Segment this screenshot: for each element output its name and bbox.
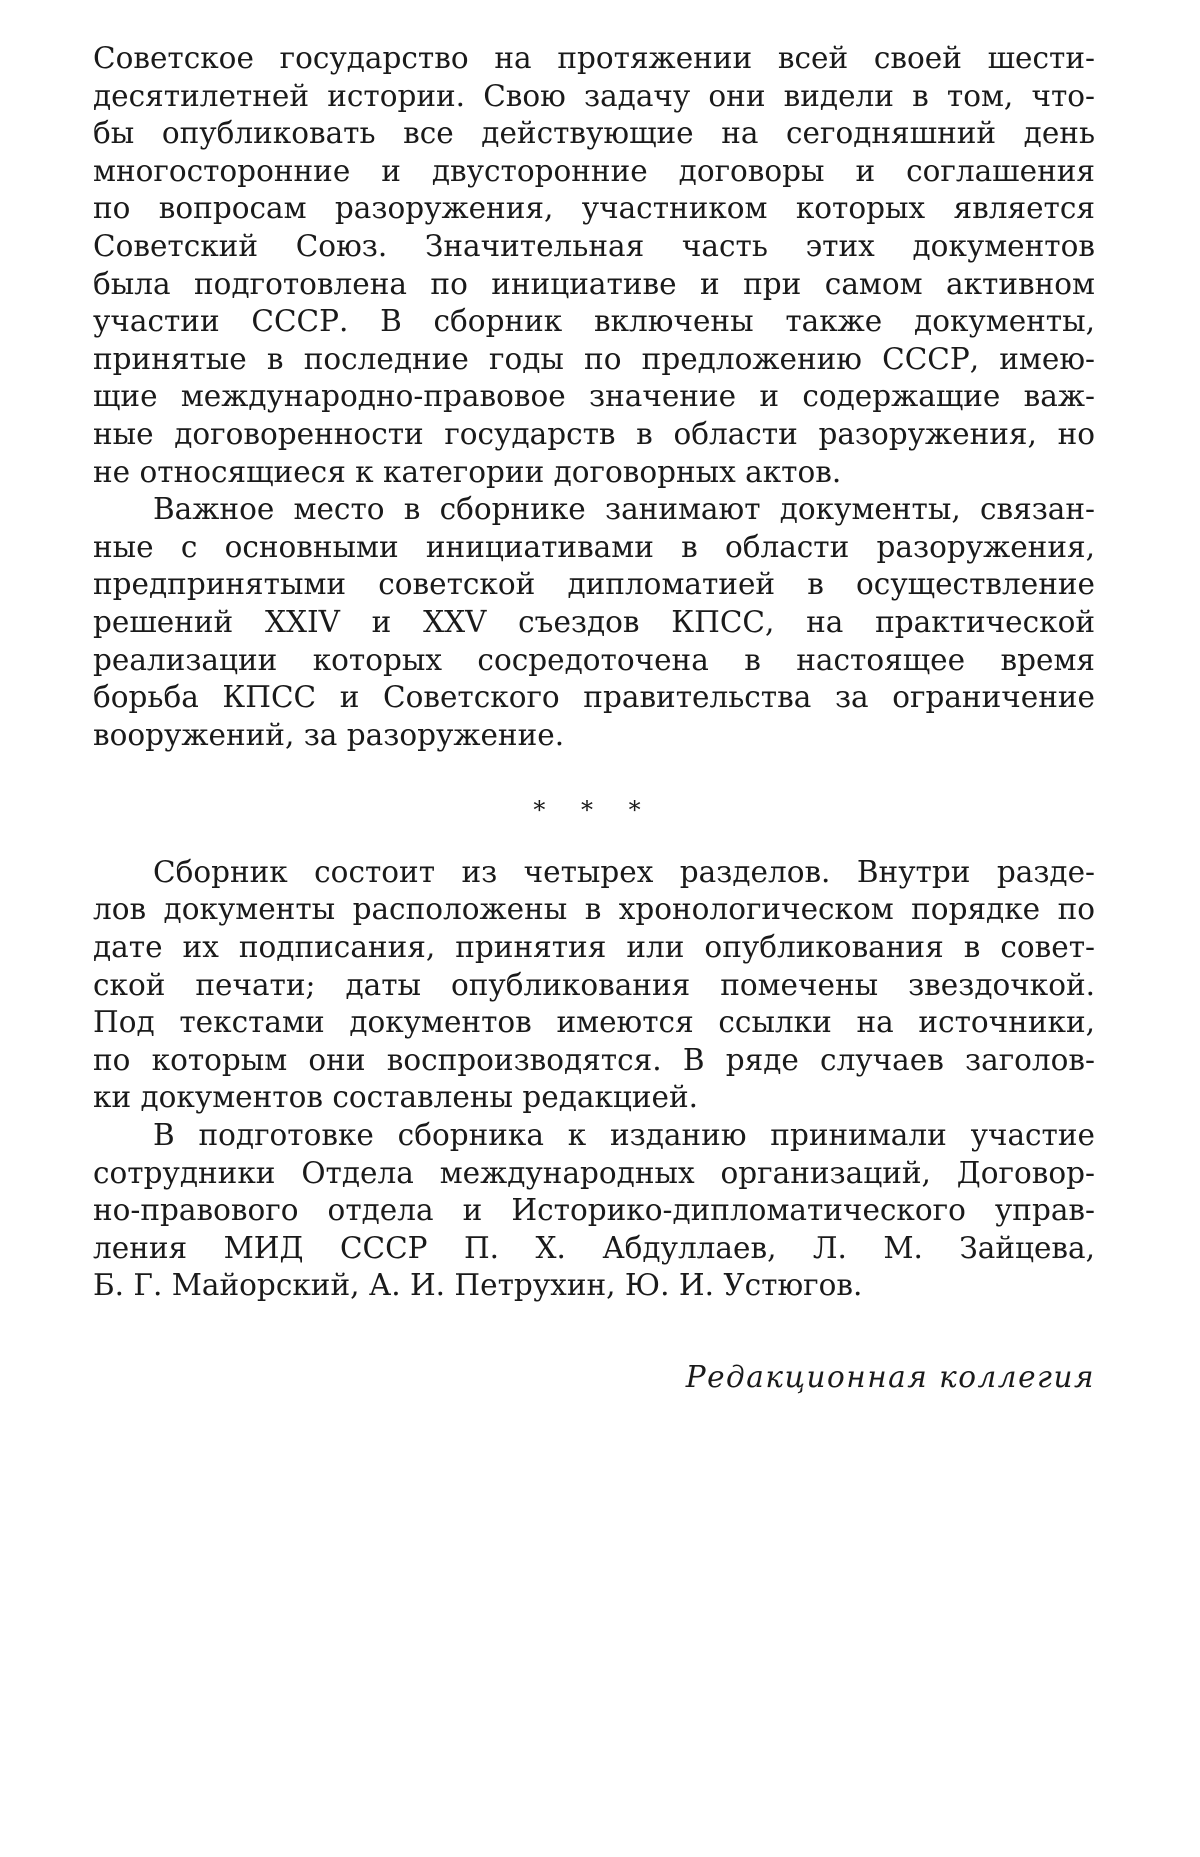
- text-line: Под текстами документов имеются ссылки на источники,: [93, 1005, 1095, 1040]
- text-line: по которым они воспроизводятся. В ряде случаев заголов-: [93, 1042, 1095, 1077]
- text-line: Сборник состоит из четырех разделов. Внутри разде-: [153, 854, 1095, 889]
- editorial-board-signature: Редакционная коллегия: [685, 1360, 1095, 1394]
- paragraph-important-place: [93, 491, 1095, 754]
- text-line: бы опубликовать все действующие на сегодняшний день: [93, 116, 1095, 151]
- text-line: Советское государство на протяжении всей своей шести-: [93, 41, 1095, 75]
- text-line: предпринятыми советской дипломатией в осуществление: [93, 567, 1095, 602]
- text-line: ской печати; даты опубликования помечены звездочкой.: [93, 967, 1095, 1002]
- text-line: сотрудники Отдела международных организаций, Договор-: [93, 1155, 1095, 1190]
- text-line: борьба КПСС и Советского правительства за ограничение: [93, 680, 1095, 715]
- text-line: реализации которых сосредоточена в настоящее время: [93, 642, 1095, 677]
- text-line: дате их подписания, принятия или опубликования в совет-: [93, 930, 1095, 965]
- text-line: лов документы расположены в хронологическом порядке по: [93, 892, 1095, 927]
- text-line: Важное место в сборнике занимают документы, связан-: [153, 492, 1095, 527]
- text-line: Б. Г. Майорский, А. И. Петрухин, Ю. И. Устюгов.: [93, 1268, 863, 1303]
- paragraph-continuation: [93, 40, 1095, 491]
- text-line: по вопросам разоружения, участником которых является: [93, 191, 1095, 226]
- paragraph-contributors: [93, 1117, 1095, 1305]
- text-line: была подготовлена по инициативе и при самом активном: [93, 266, 1095, 301]
- document-page: [93, 40, 1095, 1397]
- text-line: ные с основными инициативами в области разоружения,: [93, 529, 1095, 564]
- text-line: В подготовке сборника к изданию принимали участие: [153, 1118, 1095, 1153]
- text-line: ки документов составлены редакцией.: [93, 1080, 699, 1115]
- text-line: Советский Союз. Значительная часть этих документов: [93, 228, 1095, 263]
- text-line: многосторонние и двусторонние договоры и соглашения: [93, 153, 1095, 188]
- text-line: щие международно-правовое значение и содержащие важ-: [93, 379, 1095, 414]
- text-line: не относящиеся к категории договорных актов.: [93, 454, 842, 489]
- text-line: ные договоренности государств в области разоружения, но: [93, 416, 1095, 451]
- text-line: принятые в последние годы по предложению СССР, имею-: [93, 341, 1095, 376]
- text-line: но-правового отдела и Историко-дипломатического управ-: [93, 1193, 1095, 1228]
- text-line: вооружений, за разоружение.: [93, 717, 565, 752]
- text-line: ления МИД СССР П. Х. Абдуллаев, Л. М. Зайцева,: [93, 1230, 1095, 1265]
- text-line: участии СССР. В сборник включены также документы,: [93, 304, 1095, 339]
- paragraph-structure: [93, 854, 1095, 1117]
- section-separator: * * *: [533, 796, 655, 825]
- text-line: решений XXIV и XXV съездов КПСС, на практической: [93, 604, 1095, 639]
- text-line: десятилетней истории. Свою задачу они видели в том, что-: [93, 78, 1095, 113]
